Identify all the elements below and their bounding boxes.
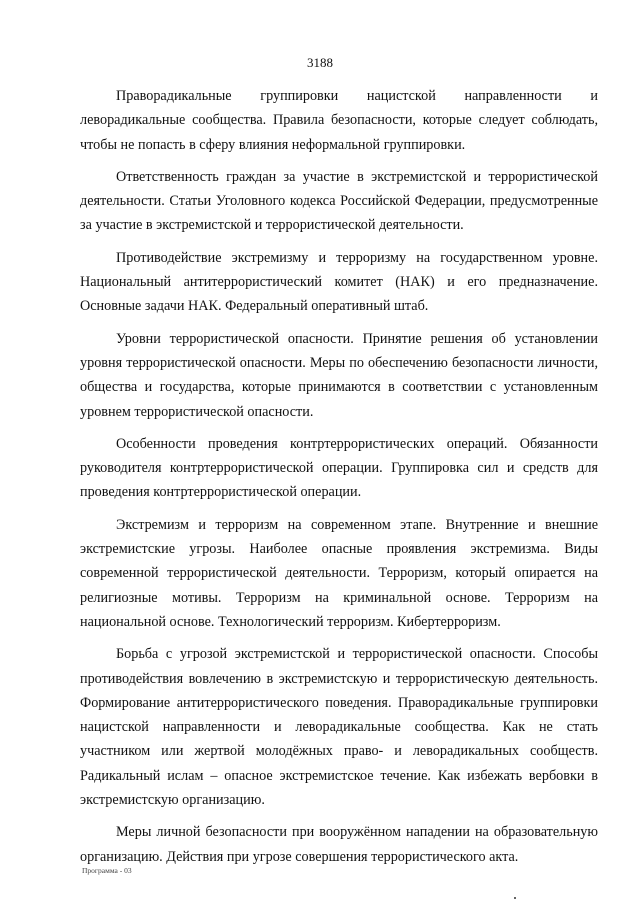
paragraph: Экстремизм и терроризм на современном этапе. Внутренние и внешние экстремистские угрозы. Наиболее опасные проявления экстремизма. Виды современной террористической деятельности. Терроризм, который опирается на религиозные мотивы. Терроризм на криминальной основе. Терроризм на национальной основе. Технологический терроризм. Кибертерроризм. xyxy=(80,516,598,630)
page-number: 3188 xyxy=(307,55,333,70)
page-footer: Программа - 03 xyxy=(82,866,132,875)
paragraph: Противодействие экстремизму и терроризму на государственном уровне. Национальный антитеррористический комитет (НАК) и его предназначение. Основные задачи НАК. Федеральный оперативный штаб. xyxy=(80,249,598,315)
paragraph: Борьба с угрозой экстремистской и террористической опасности. Способы противодействия вовлечению в экстремистскую и террористическую деятельность. Формирование антитеррористического поведения. Праворадикальные группировки нацистской направленности и леворадикальные сообщества. Как не стать участником или жертвой молодёжных право- и леворадикальных сообществ. Радикальный ислам – опасное экстремистское течение. Как избежать вербовки в экстремистскую организацию. xyxy=(80,646,598,809)
paragraph: Особенности проведения контртеррористических операций. Обязанности руководителя контртеррористической операции. Группировка сил и средств для проведения контртеррористической операции. xyxy=(80,435,598,501)
paragraph: Уровни террористической опасности. Принятие решения об установлении уровня террористической опасности. Меры по обеспечению безопасности личности, общества и государства, которые принимаются в соответствии с установленным уровнем террористической опасности. xyxy=(80,330,598,420)
document-body xyxy=(80,84,598,877)
paragraph: Праворадикальные группировки нацистской направленности и леворадикальные сообщества. Правила безопасности, которые следует соблюдать, чтобы не попасть в сферу влияния неформальной группировки. xyxy=(80,88,598,153)
paragraph: Меры личной безопасности при вооружённом нападении на образовательную организацию. Действия при угрозе совершения террористического акта. xyxy=(80,824,598,865)
scan-speck xyxy=(514,897,516,899)
paragraph: Ответственность граждан за участие в экстремистской и террористической деятельности. Статьи Уголовного кодекса Российской Федерации, предусмотренные за участие в экстремистской и террористической деятельности. xyxy=(80,168,598,234)
